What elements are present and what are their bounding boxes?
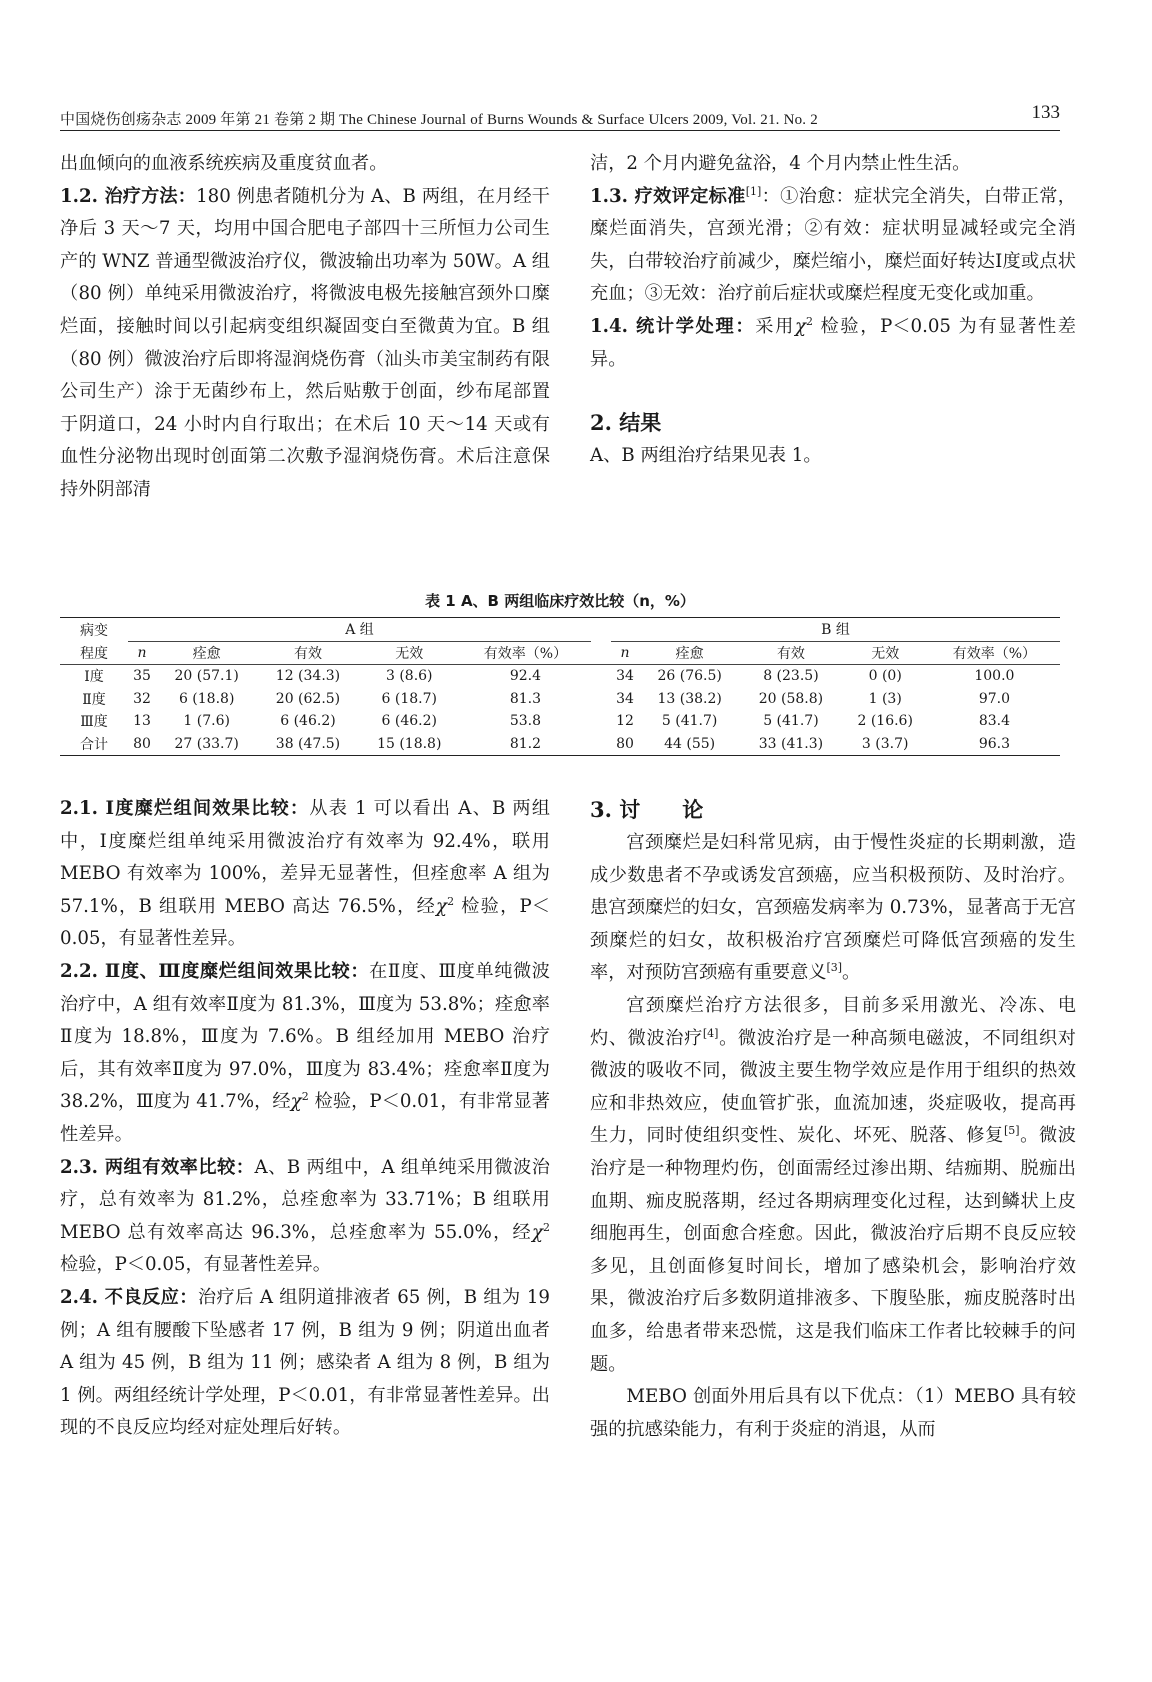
cell: 81.2 xyxy=(460,733,591,756)
section-2-2-text-a: 在Ⅱ度、Ⅲ度单纯微波治疗中，A 组有效率Ⅱ度为 81.3%，Ⅲ度为 53.8%；痊愈率Ⅱ度为 18.8%，Ⅲ度为 7.6%。B 组经加用 MEBO 治疗后，其有效率Ⅱ度为 97.0%，Ⅲ度为 83.4%；痊愈率Ⅱ度为 38.2%，Ⅲ度为 41.7%，经 xyxy=(60,960,550,1113)
section-2-3-title: 2.3. 两组有效率比较： xyxy=(60,1156,255,1178)
row-label: Ⅲ度 xyxy=(80,714,108,731)
running-header xyxy=(60,94,1060,134)
group-spacer xyxy=(591,665,611,688)
chi-symbol: χ xyxy=(436,895,448,917)
results-intro: A、B 两组治疗结果见表 1。 xyxy=(590,445,822,467)
subheader-b-cured: 痊愈 xyxy=(639,641,740,665)
section-2-2-title: 2.2. Ⅱ度、Ⅲ度糜烂组间效果比较： xyxy=(60,960,370,982)
subheader-a-effective: 有效 xyxy=(257,641,358,665)
subheader-b-effective: 有效 xyxy=(740,641,841,665)
discussion-p2-text-a: 宫颈糜烂治疗方法很多，目前多采用激光、冷冻、电灼、微波治疗 xyxy=(590,994,1076,1049)
section-2-4-title: 2.4. 不良反应： xyxy=(60,1286,198,1308)
discussion-p2-text-b: 。微波治疗是一种高频电磁波，不同组织对微波的吸收不同，微波主要生物学效应是作用于组织的热效应和非热效应，使血管扩张，血流加速，炎症吸收，提高再生力，同时使组织变性、炭化、坏死、脱落、修复 xyxy=(590,1027,1076,1147)
section-1-2-text: 180 例患者随机分为 A、B 两组，在月经干净后 3 天～7 天，均用中国合肥电子部四十三所恒力公司生产的 WNZ 普通型微波治疗仪，微波输出功率为 50W。A 组（80 例）单纯采用微波治疗，将微波电极先接触宫颈外口糜烂面，接触时间以引起病变组织凝固变白至微黄为宜。B 组（80 例）微波治疗后即将湿润烧伤膏（汕头市美宝制药有限公司生产）涂于无菌纱布上，然后贴敷于创面，纱布尾部置于阴道口，24 小时内自行取出；在术后 10 天～14 天或有血性分泌物出现时创面第二次敷予湿润烧伤膏。术后注意保持外阴部清 xyxy=(60,185,550,500)
chi-superscript: 2 xyxy=(301,1090,309,1104)
chi-superscript: 2 xyxy=(543,1220,550,1234)
chi-symbol: χ xyxy=(794,315,806,337)
section-1-3 xyxy=(590,181,1076,311)
cell: 27 (33.7) xyxy=(156,733,257,756)
cell: 5 (41.7) xyxy=(661,713,718,730)
section-2-3 xyxy=(60,1152,550,1282)
label-col-header-2: 程度 xyxy=(60,641,128,665)
cell: 44 (55) xyxy=(639,733,740,756)
group-spacer xyxy=(591,688,611,711)
discussion-paragraph-2 xyxy=(590,990,1076,1381)
bottom-right-column xyxy=(590,793,1076,1446)
chi-superscript: 2 xyxy=(447,894,455,908)
section-1-3-title: 1.3. 疗效评定标准 xyxy=(590,185,746,207)
section-1-4 xyxy=(590,311,1076,376)
chi-symbol: χ xyxy=(290,1091,302,1113)
subheader-a-rate: 有效率（%） xyxy=(460,641,591,665)
cell: 15 (18.8) xyxy=(359,733,460,756)
subheader-a-ineffective: 无效 xyxy=(359,641,460,665)
cell: 34 xyxy=(616,690,634,707)
cell: 13 xyxy=(133,713,151,730)
group-b-header: B 组 xyxy=(611,618,1060,642)
citation-ref-4: [4] xyxy=(702,1026,719,1040)
cell: 13 (38.2) xyxy=(657,690,722,707)
cell: 100.0 xyxy=(974,668,1015,685)
section-1-3-text: ：①治愈：症状完全消失，白带正常，糜烂面消失，宫颈光滑；②有效：症状明显减轻或完全消失，白带较治疗前减少，糜烂缩小，糜烂面好转达Ⅰ度或点状充血；③无效：治疗前后症状或糜烂程度无变化或加重。 xyxy=(590,185,1076,305)
cell: 97.0 xyxy=(978,690,1010,707)
row-label: 合计 xyxy=(60,733,128,756)
discussion-paragraph-3: MEBO 创面外用后具有以下优点：（1）MEBO 具有较强的抗感染能力，有利于炎症的消退，从而 xyxy=(590,1386,1076,1440)
cell: 20 (58.8) xyxy=(758,690,824,707)
citation-ref-5: [5] xyxy=(1003,1124,1020,1138)
label-col-header-1: 病变 xyxy=(60,618,128,642)
bottom-left-column xyxy=(60,793,550,1445)
table-row xyxy=(60,688,1060,711)
subheader-a-n: n xyxy=(128,641,156,665)
table-row xyxy=(60,710,1060,733)
section-1-4-title: 1.4. 统计学处理： xyxy=(590,315,756,337)
subheader-b-ineffective: 无效 xyxy=(842,641,929,665)
cell: 32 xyxy=(133,690,151,707)
cell: 26 (76.5) xyxy=(657,668,722,685)
cell: 96.3 xyxy=(929,733,1060,756)
cell: 1 (7.6) xyxy=(183,713,230,730)
table-header-row-2 xyxy=(60,641,1060,665)
cell: 6 (18.8) xyxy=(178,690,235,707)
discussion-p1-end: 。 xyxy=(842,962,861,984)
section-1-4-text-b: 检验，P＜0.05 为有显著性差异。 xyxy=(590,315,1076,370)
cell: 3 (3.7) xyxy=(842,733,929,756)
section-2-1 xyxy=(60,793,550,956)
section-2-3-text-a: A、B 两组中，A 组单纯采用微波治疗，总有效率为 81.2%，总痊愈率为 33.71%；B 组联用 MEBO 总有效率高达 96.3%，总痊愈率为 55.0%，经 xyxy=(60,1156,550,1243)
heading-results: 2. 结果 xyxy=(590,410,662,436)
cell: 20 (57.1) xyxy=(174,668,239,685)
section-2-4 xyxy=(60,1282,550,1445)
discussion-paragraph-1 xyxy=(590,827,1076,990)
cell: 38 (47.5) xyxy=(257,733,358,756)
row-label: Ⅱ度 xyxy=(82,691,106,708)
table-1 xyxy=(60,590,1060,756)
journal-citation: 中国烧伤创疡杂志 2009 年第 21 卷第 2 期 The Chinese Journal of Burns Wounds & Surface Ulcers 2009, Vol. 21. No. 2 xyxy=(60,112,818,128)
section-2-1-text-b: 检验，P＜0.05，有显著性差异。 xyxy=(60,895,550,950)
section-2-1-text-a: 从表 1 可以看出 A、B 两组中，Ⅰ度糜烂组单纯采用微波治疗有效率为 92.4%，联用 MEBO 有效率为 100%，差异无显著性，但痊愈率 A 组为 57.1%，B 组联用 MEBO 高达 76.5%，经 xyxy=(60,798,550,917)
group-spacer xyxy=(591,733,611,756)
cell: 35 xyxy=(133,668,151,685)
results-table xyxy=(60,617,1060,756)
discussion-p2-text-c: 。微波治疗是一种物理灼伤，创面需经过渗出期、结痂期、脱痂出血期、痂皮脱落期，经过各期病理变化过程，达到鳞状上皮细胞再生，创面愈合痊愈。因此，微波治疗后期不良反应较多见，且创面修复时间长，增加了感染机会，影响治疗效果，微波治疗后多数阴道排液多、下腹坠胀，痂皮脱落时出血多，给患者带来恐慌，这是我们临床工作者比较棘手的问题。 xyxy=(590,1125,1076,1375)
cell: 33 (41.3) xyxy=(740,733,841,756)
citation-ref-1: [1] xyxy=(745,184,762,198)
table-header-row-1 xyxy=(60,618,1060,642)
section-2-2-text-b: 检验，P＜0.01，有非常显著性差异。 xyxy=(60,1091,550,1145)
cell: 12 (34.3) xyxy=(275,668,341,685)
cell: 53.8 xyxy=(509,713,542,730)
cell: 6 (46.2) xyxy=(280,713,336,730)
cell: 34 xyxy=(616,668,634,685)
paragraph-continuation-right: 洁，2 个月内避免盆浴，4 个月内禁止性生活。 xyxy=(590,153,971,174)
top-left-column xyxy=(60,148,550,507)
table-row-total xyxy=(60,733,1060,756)
cell: 80 xyxy=(611,733,639,756)
paragraph-continuation: 出血倾向的血液系统疾病及重度贫血者。 xyxy=(60,153,388,174)
section-2-3-text-b: 检验，P＜0.05，有显著性差异。 xyxy=(60,1254,331,1276)
chi-superscript: 2 xyxy=(806,314,813,328)
section-1-2 xyxy=(60,181,550,507)
section-2-4-text: 治疗后 A 组阴道排液者 65 例，B 组为 19 例；A 组有腰酸下坠感者 17 例，B 组为 9 例；阴道出血者 A 组为 45 例，B 组为 11 例；感染者 A 组为 8 例，B 组为 1 例。两组经统计学处理，P＜0.01，有非常显著性差异。出现的不良反应均经对症处理后好转。 xyxy=(60,1286,550,1439)
section-1-4-text-a: 采用 xyxy=(755,315,795,337)
section-1-2-title: 1.2. 治疗方法： xyxy=(60,185,197,207)
row-label: Ⅰ度 xyxy=(84,669,104,686)
cell: 0 (0) xyxy=(868,668,902,685)
group-spacer xyxy=(591,641,611,665)
citation-ref-3: [3] xyxy=(826,961,843,975)
group-spacer xyxy=(591,710,611,733)
top-right-column xyxy=(590,148,1076,473)
cell: 8 (23.5) xyxy=(763,668,819,685)
header-rule xyxy=(60,130,1060,131)
subheader-b-rate: 有效率（%） xyxy=(929,641,1060,665)
cell: 6 (18.7) xyxy=(381,690,437,707)
page-number: 133 xyxy=(1031,102,1060,123)
group-a-header: A 组 xyxy=(128,618,591,642)
cell: 12 xyxy=(616,713,634,730)
subheader-b-n: n xyxy=(611,641,639,665)
cell: 81.3 xyxy=(509,690,542,707)
cell: 5 (41.7) xyxy=(763,713,819,730)
cell: 92.4 xyxy=(509,668,542,685)
subheader-a-cured: 痊愈 xyxy=(156,641,257,665)
chi-symbol: χ xyxy=(531,1221,543,1243)
cell: 2 (16.6) xyxy=(857,713,913,730)
cell: 83.4 xyxy=(978,713,1010,730)
table-row xyxy=(60,665,1060,688)
group-spacer xyxy=(591,618,611,642)
discussion-p1-text: 宫颈糜烂是妇科常见病，由于慢性炎症的长期刺激，造成少数患者不孕或诱发宫颈癌，应当积极预防、及时治疗。患宫颈糜烂的妇女，宫颈癌发病率为 0.73%，显著高于无宫颈糜烂的妇女，故积极治疗宫颈糜烂可降低宫颈癌的发生率，对预防宫颈癌有重要意义 xyxy=(590,832,1076,984)
heading-discussion: 3. 讨 论 xyxy=(590,797,704,822)
table-caption: 表 1 A、B 两组临床疗效比较（n，%） xyxy=(425,592,695,610)
cell: 3 (8.6) xyxy=(385,668,433,685)
cell: 1 (3) xyxy=(868,690,902,707)
section-2-1-title: 2.1. Ⅰ度糜烂组间效果比较： xyxy=(60,798,310,819)
section-2-2 xyxy=(60,956,550,1152)
cell: 6 (46.2) xyxy=(381,713,437,730)
cell: 80 xyxy=(128,733,156,756)
cell: 20 (62.5) xyxy=(275,690,341,707)
